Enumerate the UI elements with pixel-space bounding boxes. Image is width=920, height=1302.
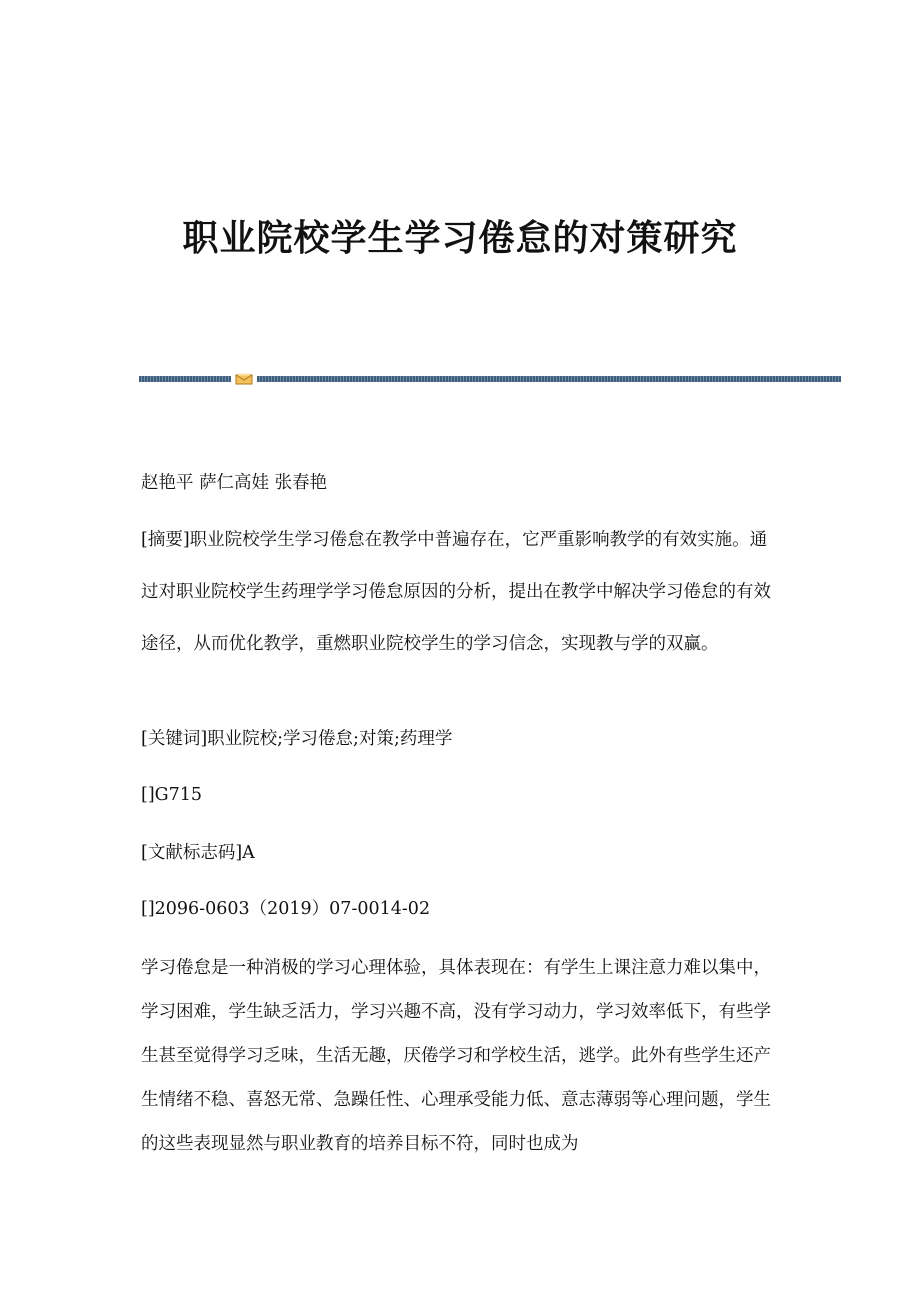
divider-bar-right (257, 376, 841, 382)
document-code: [文献标志码]A (141, 843, 255, 863)
divider-bar-left (139, 376, 231, 382)
abstract: [摘要]职业院校学生学习倦怠在教学中普遍存在，它严重影响教学的有效实施。通过对职业院校学生药理学学习倦怠原因的分析，提出在教学中解决学习倦怠的有效途径，从而优化教学，重燃职业院校学生的学习信念，实现教与学的双赢。 (141, 530, 771, 654)
classification-number: []G715 (141, 785, 203, 805)
title-divider (139, 373, 841, 385)
body-paragraph: 学习倦怠是一种消极的学习心理体验，具体表现在：有学生上课注意力难以集中，学习困难，学生缺乏活力，学习兴趣不高，没有学习动力，学习效率低下，有些学生甚至觉得学习乏味，生活无趣，厌倦学习和学校生活，逃学。此外有些学生还产生情绪不稳、喜怒无常、急躁任性、心理承受能力低、意志薄弱等心理问题，学生的这些表现显然与职业教育的培养目标不符，同时也成为 (141, 958, 771, 1154)
keywords: [关键词]职业院校;学习倦怠;对策;药理学 (141, 729, 453, 749)
document-title: 职业院校学生学习倦怠的对策研究 (182, 218, 738, 259)
article-id: []2096-0603（2019）07-0014-02 (141, 899, 431, 919)
book-icon (235, 373, 253, 385)
author-line: 赵艳平 萨仁高娃 张春艳 (141, 473, 328, 493)
